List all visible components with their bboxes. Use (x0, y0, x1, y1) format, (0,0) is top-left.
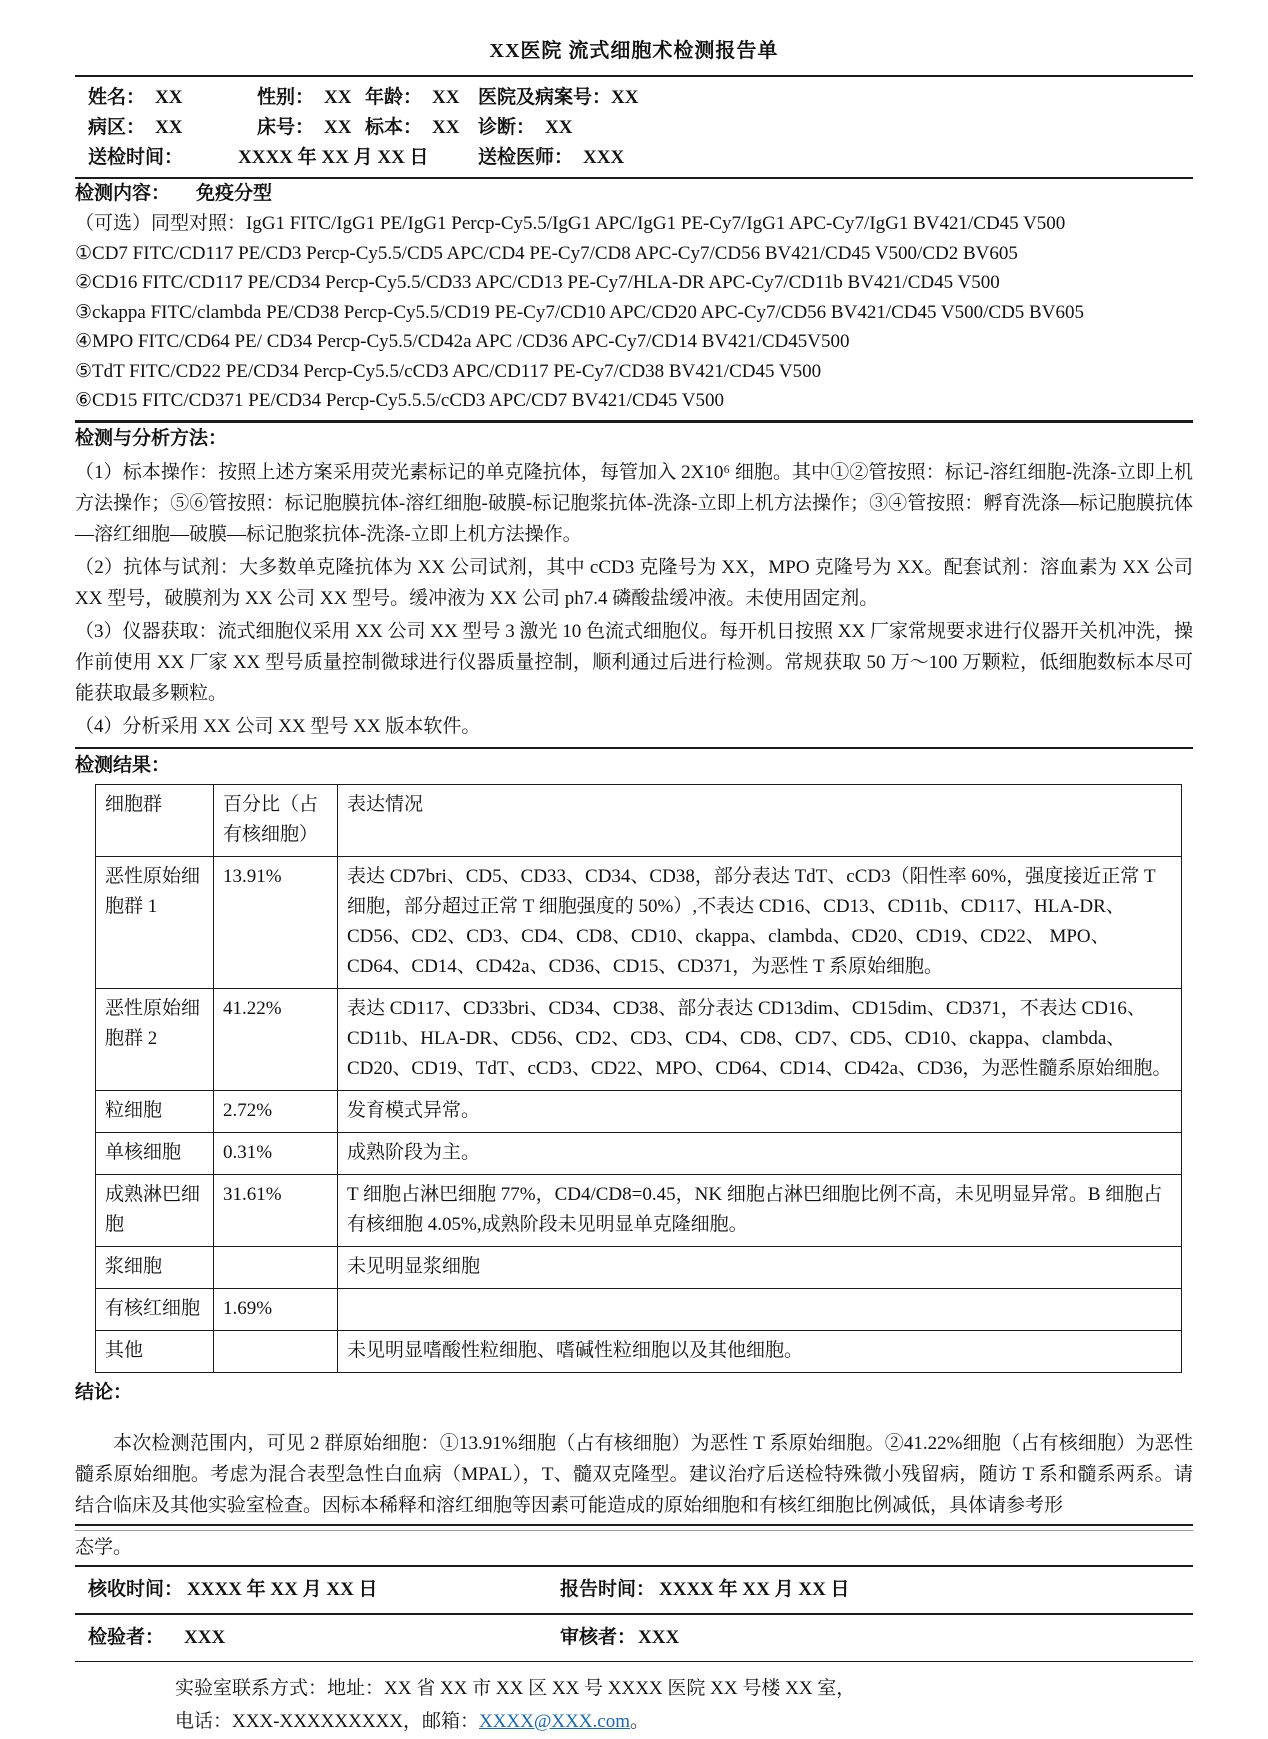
field-reviewer-value: XXX (638, 1626, 680, 1648)
field-send-time-value: XXXX 年 XX 月 XX 日 (238, 147, 429, 168)
cell-group: 浆细胞 (96, 1246, 214, 1288)
field-send-time-label: 送检时间： (88, 147, 184, 168)
field-tester (88, 1625, 560, 1651)
results-heading: 检测结果： (75, 754, 171, 776)
field-reviewer-label: 审核者： (560, 1626, 637, 1648)
cell-expression: T 细胞占淋巴细胞 77%，CD4/CD8=0.45，NK 细胞占淋巴细胞比例不高，未见明显异常。B 细胞占有核细胞 4.05%,成熟阶段未见明显单克隆细胞。 (338, 1174, 1182, 1246)
conclusion-text-continued: 态学。 (75, 1536, 133, 1558)
field-send-doctor-label: 送检医师： (478, 147, 574, 168)
field-reviewer (560, 1625, 1193, 1651)
field-bed (257, 113, 365, 143)
table-row (96, 1288, 1182, 1330)
cell-group: 有核红细胞 (96, 1288, 214, 1330)
cell-expression (338, 1288, 1182, 1330)
panel-line-5: ⑤TdT FITC/CD22 PE/CD34 Percp-Cy5.5/cCD3 APC/CD117 PE-Cy7/CD38 BV421/CD45 V500 (75, 360, 822, 382)
cell-expression: 成熟阶段为主。 (338, 1132, 1182, 1174)
page-title: XX医院 流式细胞术检测报告单 (489, 40, 779, 62)
field-report-time (560, 1577, 1193, 1603)
table-row (96, 856, 1182, 988)
patient-info-row-2 (88, 113, 1193, 143)
cell-expression: 发育模式异常。 (338, 1090, 1182, 1132)
lab-email-link[interactable]: XXXX@XXX.com (478, 1710, 630, 1732)
field-tester-label: 检验者： (88, 1626, 165, 1648)
field-ward (88, 113, 257, 143)
field-age (365, 83, 478, 113)
field-hospital-no-value: XX (611, 87, 639, 108)
field-gender (257, 83, 365, 113)
col-header-cell-percent: 百分比（占有核细胞） (214, 784, 338, 856)
field-age-label: 年龄： (365, 87, 423, 108)
conclusion-heading: 结论： (75, 1381, 133, 1403)
field-name (88, 83, 257, 113)
field-report-time-label: 报告时间： (560, 1578, 656, 1600)
field-report-time-value: XXXX 年 XX 月 XX 日 (659, 1578, 850, 1600)
field-send-doctor-value: XXX (583, 147, 625, 168)
cell-percent: 1.69% (214, 1288, 338, 1330)
test-content-label: 检测内容： (75, 183, 171, 204)
field-send-doctor (478, 143, 1193, 173)
divider (75, 747, 1193, 749)
table-row (96, 1090, 1182, 1132)
cell-group: 粒细胞 (96, 1090, 214, 1132)
cell-percent (214, 1246, 338, 1288)
cell-percent: 41.22% (214, 988, 338, 1090)
cell-percent: 13.91% (214, 856, 338, 988)
cell-expression: 表达 CD117、CD33bri、CD34、CD38、部分表达 CD13dim、CD15dim、CD371，不表达 CD16、CD11b、HLA-DR、CD56、CD2、CD3、CD4、CD8、CD7、CD5、CD10、ckappa、clambda、CD20、CD19、TdT、cCD3、CD22、MPO、CD64、CD14、CD42a、CD36，为恶性髓系原始细胞。 (338, 988, 1182, 1090)
patient-info (75, 77, 1193, 177)
table-row (96, 1132, 1182, 1174)
patient-info-row-1 (88, 83, 1193, 113)
methods-paragraph-4: （4）分析采用 XX 公司 XX 型号 XX 版本软件。 (75, 715, 481, 737)
methods-paragraph-1: （1）标本操作：按照上述方案采用荧光素标记的单克隆抗体，每管加入 2X10⁶ 细胞。其中①②管按照：标记-溶红细胞-洗涤-立即上机方法操作；⑤⑥管按照：标记胞膜抗体-溶红细胞-破膜-标记胞浆抗体-洗涤-立即上机方法操作；③④管按照：孵育洗涤—标记胞膜抗体—溶红细胞—破膜—标记胞浆抗体-洗涤-立即上机方法操作。 (75, 461, 1193, 545)
field-specimen (365, 113, 478, 143)
divider-double (75, 1524, 1193, 1531)
lab-phone-label: 电话：XXX-XXXXXXXXX，邮箱： (175, 1710, 479, 1732)
cell-expression: 表达 CD7bri、CD5、CD33、CD34、CD38，部分表达 TdT、cCD3（阳性率 60%，强度接近正常 T 细胞，部分超过正常 T 细胞强度的 50%）,不表达 CD16、CD13、CD11b、CD117、HLA-DR、CD56、CD2、CD3、CD4、CD8、CD10、ckappa、clambda、CD20、CD19、CD22、 MPO、CD64、CD14、CD42a、CD36、CD15、CD371，为恶性 T 系原始细胞。 (338, 856, 1182, 988)
field-bed-value: XX (324, 117, 352, 138)
table-row (96, 1330, 1182, 1372)
field-name-label: 姓名： (88, 87, 146, 108)
field-tester-value: XXX (184, 1626, 226, 1648)
methods-paragraph-2: （2）抗体与试剂：大多数单克隆抗体为 XX 公司试剂，其中 cCD3 克隆号为 XX，MPO 克隆号为 XX。配套试剂：溶血素为 XX 公司 XX 型号，破膜剂为 XX 公司 XX 型号。缓冲液为 XX 公司 ph7.4 磷酸盐缓冲液。未使用固定剂。 (75, 556, 1193, 609)
test-content-section (75, 179, 1193, 416)
signers-row (75, 1615, 1193, 1661)
table-row (96, 1174, 1182, 1246)
field-gender-label: 性别： (257, 87, 315, 108)
field-receive-time (88, 1577, 560, 1603)
cell-group: 其他 (96, 1330, 214, 1372)
field-specimen-label: 标本： (365, 117, 423, 138)
times-row (75, 1567, 1193, 1613)
results-table (95, 784, 1182, 1373)
table-row (96, 1246, 1182, 1288)
test-content-value: 免疫分型 (196, 183, 273, 204)
table-header-row (96, 784, 1182, 856)
cell-expression: 未见明显浆细胞 (338, 1246, 1182, 1288)
cell-percent: 0.31% (214, 1132, 338, 1174)
field-specimen-value: XX (432, 117, 460, 138)
cell-percent: 2.72% (214, 1090, 338, 1132)
lab-phone-line (175, 1705, 1193, 1738)
field-diagnosis (478, 113, 1193, 143)
panel-line-3: ③ckappa FITC/clambda PE/CD38 Percp-Cy5.5/CD19 PE-Cy7/CD10 APC/CD20 APC-Cy7/CD56 BV421/CD45 V500/CD5 BV605 (75, 301, 1084, 323)
cell-group: 单核细胞 (96, 1132, 214, 1174)
field-gender-value: XX (324, 87, 352, 108)
col-header-cell-expression: 表达情况 (338, 784, 1182, 856)
field-bed-label: 床号： (257, 117, 315, 138)
field-send-time (88, 143, 478, 173)
field-diagnosis-label: 诊断： (478, 117, 536, 138)
panel-line-1: ①CD7 FITC/CD117 PE/CD3 Percp-Cy5.5/CD5 APC/CD4 PE-Cy7/CD8 APC-Cy7/CD56 BV421/CD45 V500/CD2 BV605 (75, 242, 1018, 264)
field-hospital-no-label: 医院及病案号： (478, 87, 612, 108)
isotype-control-line: （可选）同型对照：IgG1 FITC/IgG1 PE/IgG1 Percp-Cy5.5/IgG1 APC/IgG1 PE-Cy7/IgG1 APC-Cy7/IgG1 BV421/CD45 V500 (75, 213, 1066, 234)
cell-group: 恶性原始细胞群 2 (96, 988, 214, 1090)
test-content-heading (75, 179, 1193, 209)
field-diagnosis-value: XX (545, 117, 573, 138)
methods-paragraph-3: （3）仪器获取：流式细胞仪采用 XX 公司 XX 型号 3 激光 10 色流式细胞仪。每开机日按照 XX 厂家常规要求进行仪器开关机冲洗，操作前使用 XX 厂家 XX 型号质量控制微球进行仪器质量控制，顺利通过后进行检测。常规获取 50 万～100 万颗粒，低细胞数标本尽可能获取最多颗粒。 (75, 620, 1193, 704)
field-name-value: XX (155, 87, 183, 108)
lab-address-line: 实验室联系方式：地址：XX 省 XX 市 XX 区 XX 号 XXXX 医院 XX 号楼 XX 室， (175, 1677, 856, 1699)
field-ward-label: 病区： (88, 117, 146, 138)
cell-group: 恶性原始细胞群 1 (96, 856, 214, 988)
field-hospital-no (478, 83, 1193, 113)
col-header-cell-group: 细胞群 (96, 784, 214, 856)
panel-line-4: ④MPO FITC/CD64 PE/ CD34 Percp-Cy5.5/CD42a APC /CD36 APC-Cy7/CD14 BV421/CD45V500 (75, 331, 850, 352)
table-row (96, 988, 1182, 1090)
methods-heading: 检测与分析方法： (75, 427, 228, 449)
conclusion-text: 本次检测范围内，可见 2 群原始细胞：①13.91%细胞（占有核细胞）为恶性 T 系原始细胞。②41.22%细胞（占有核细胞）为恶性髓系原始细胞。考虑为混合表型急性白血病（MPAL），T、髓双克隆型。建议治疗后送检特殊微小残留病，随访 T 系和髓系两系。请结合临床及其他实验室检查。因标本稀释和溶红细胞等因素可能造成的原始细胞和有核红细胞比例减低，具体请参考形 (75, 1432, 1193, 1516)
cell-expression: 未见明显嗜酸性粒细胞、嗜碱性粒细胞以及其他细胞。 (338, 1330, 1182, 1372)
methods-section (75, 423, 1193, 742)
cell-percent (214, 1330, 338, 1372)
patient-info-row-3 (88, 143, 1193, 173)
lab-phone-line-end: 。 (630, 1710, 650, 1732)
lab-contact (75, 1662, 1193, 1738)
cell-percent: 31.61% (214, 1174, 338, 1246)
panel-line-6: ⑥CD15 FITC/CD371 PE/CD34 Percp-Cy5.5.5/cCD3 APC/CD7 BV421/CD45 V500 (75, 390, 725, 411)
field-receive-time-value: XXXX 年 XX 月 XX 日 (187, 1578, 378, 1600)
cell-group: 成熟淋巴细胞 (96, 1174, 214, 1246)
field-receive-time-label: 核收时间： (88, 1578, 184, 1600)
field-ward-value: XX (155, 117, 183, 138)
field-age-value: XX (432, 87, 460, 108)
panel-line-2: ②CD16 FITC/CD117 PE/CD34 Percp-Cy5.5/CD33 APC/CD13 PE-Cy7/HLA-DR APC-Cy7/CD11b BV421/CD45 V500 (75, 272, 1000, 293)
